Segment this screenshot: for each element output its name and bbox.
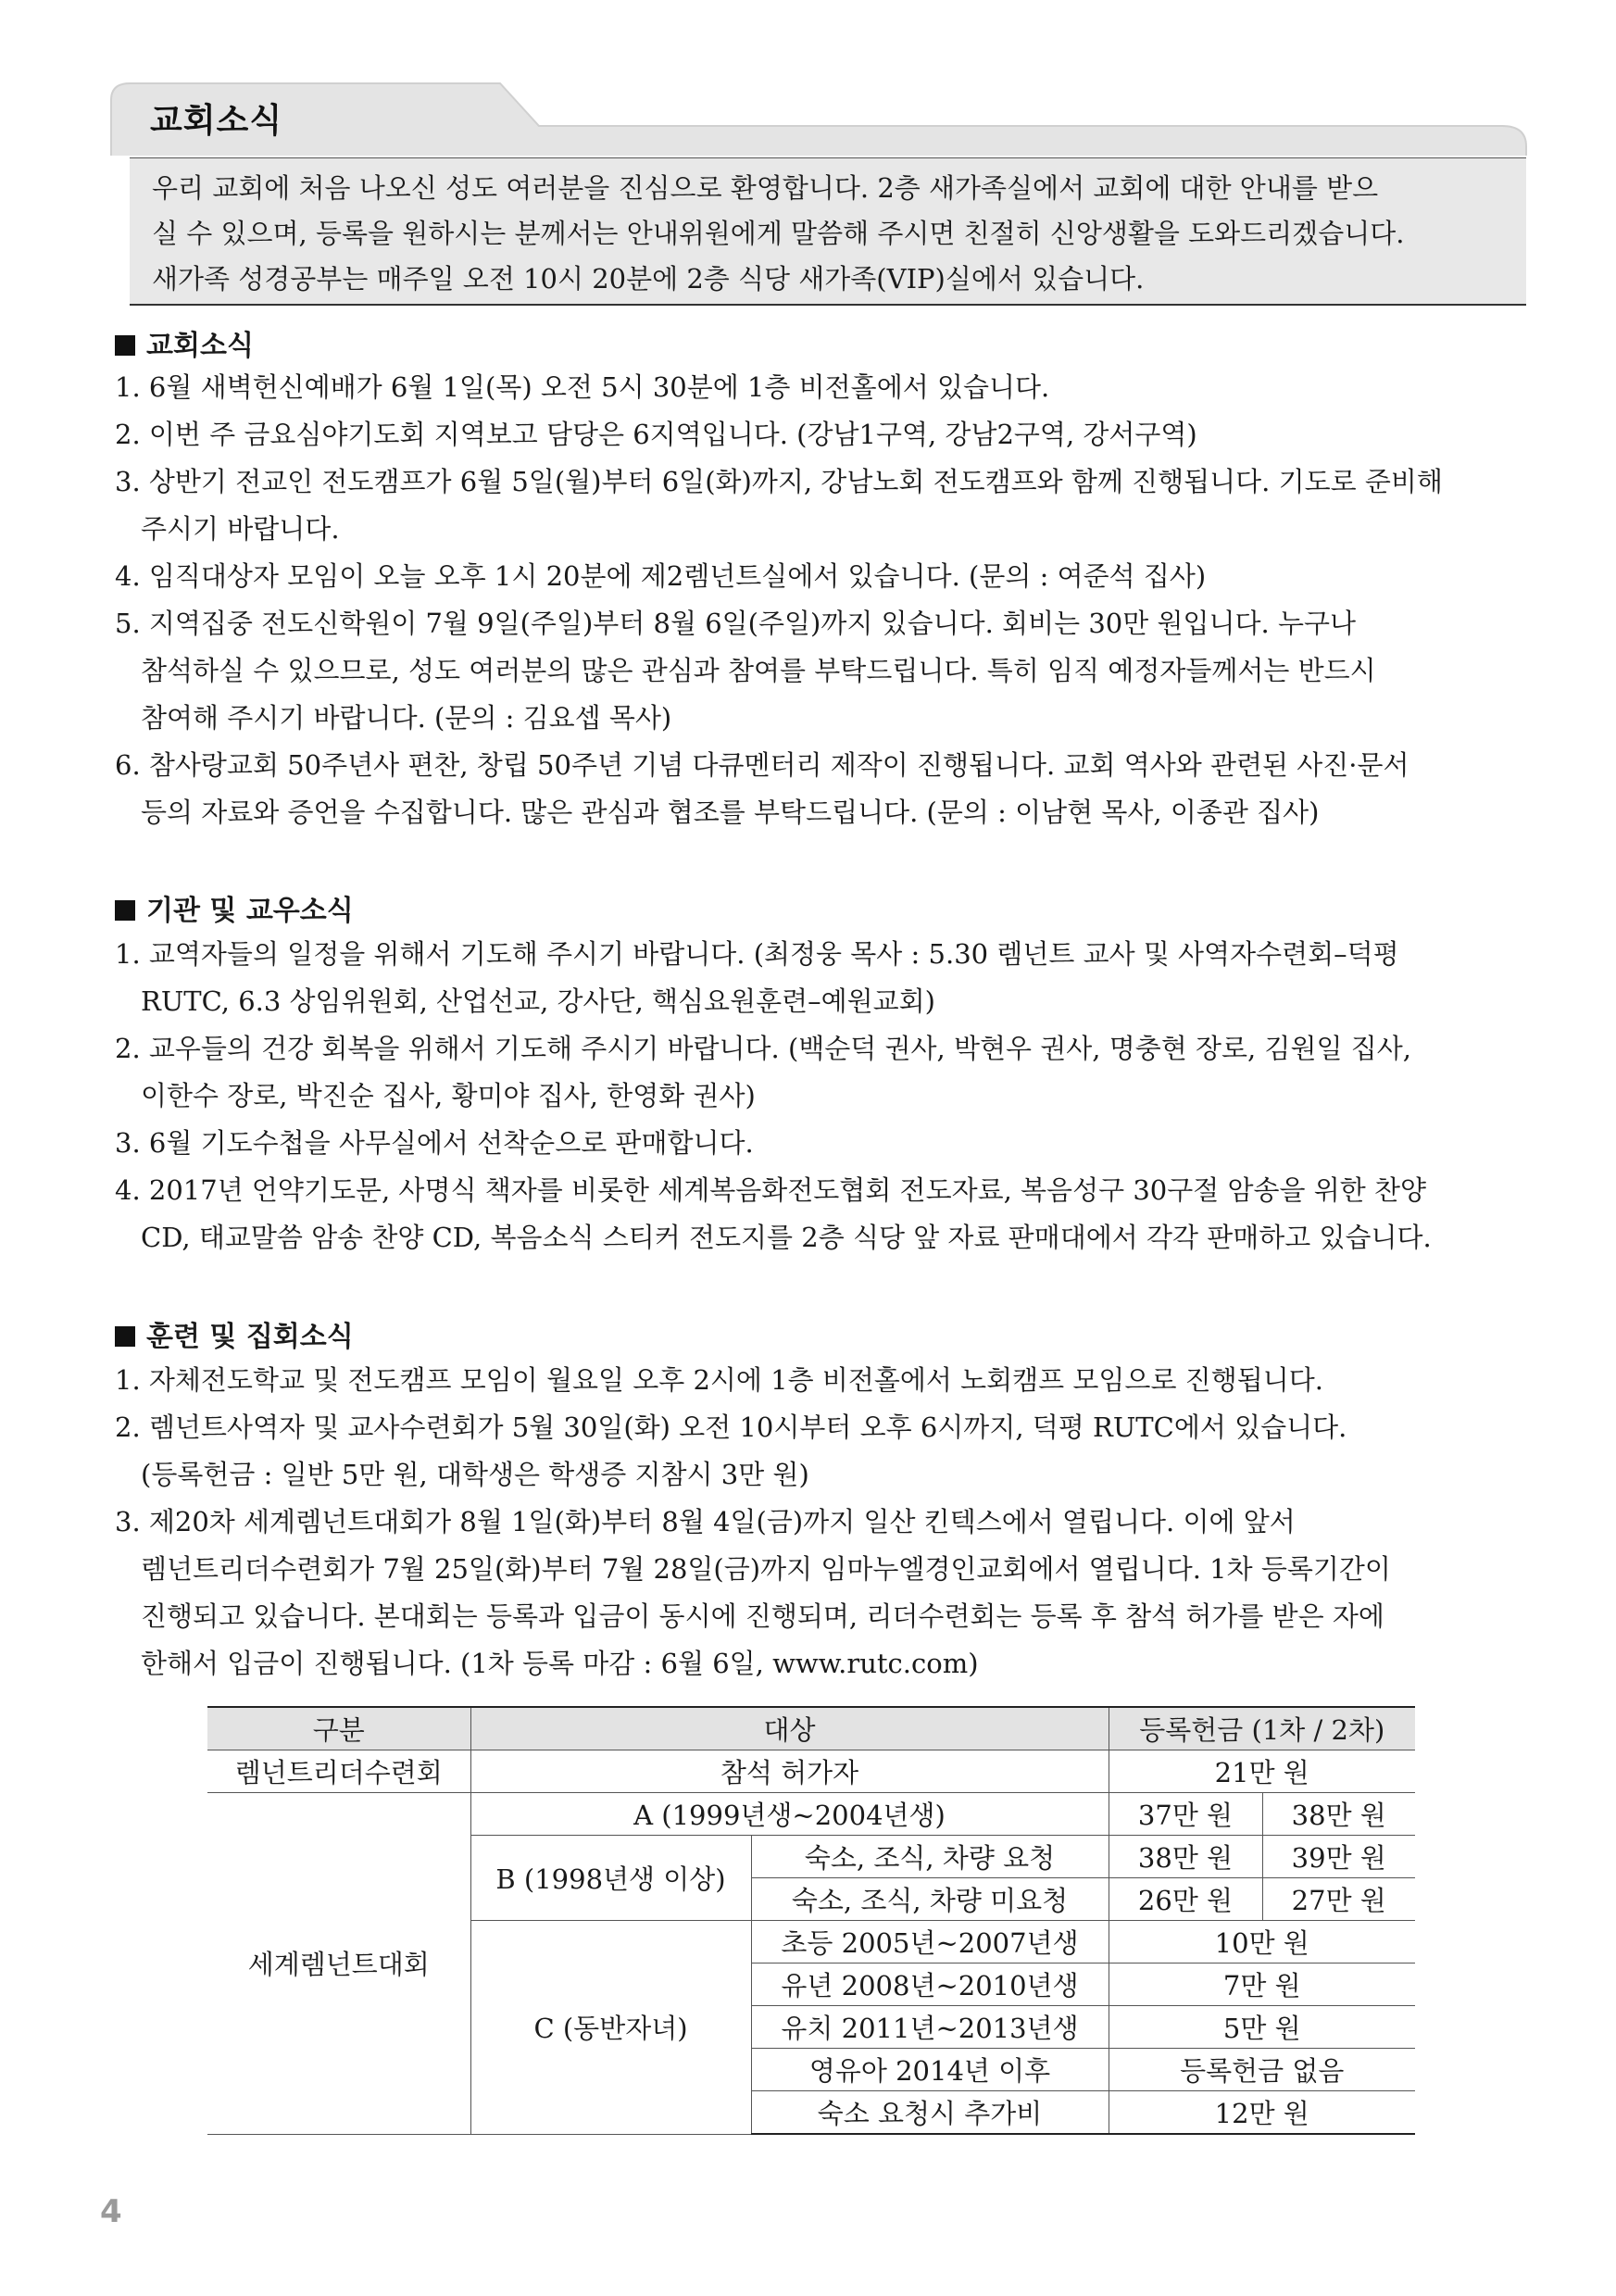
list-item-cont: RUTC, 6.3 상임위원회, 산업선교, 강사단, 핵심요원훈련–예원교회) (141, 985, 935, 1017)
target-cell: A (1999년생~2004년생) (470, 1793, 1109, 1836)
list-item-cont: CD, 태교말씀 암송 찬양 CD, 복음소식 스티커 전도지를 2층 식당 앞 자료 판매대에서 각각 판매하고 있습니다. (141, 1222, 1432, 1253)
list-item-cont: 이한수 장로, 박진순 집사, 황미야 집사, 한영화 권사) (141, 1080, 756, 1111)
header-bar (104, 82, 1530, 156)
list-item-cont: 참여해 주시기 바랍니다. (문의 : 김요셉 목사) (141, 702, 672, 734)
target-cell: 영유아 2014년 이후 (751, 2049, 1109, 2091)
list-item: 2. 교우들의 건강 회복을 위해서 기도해 주시기 바랍니다. (백순덕 권사, 박현우 권사, 명충현 장로, 김원일 집사, (115, 1033, 1411, 1064)
fee-cell-2nd: 39만 원 (1262, 1836, 1415, 1878)
welcome-box (130, 157, 1526, 306)
list-item-cont: 한해서 입금이 진행됩니다. (1차 등록 마감 : 6월 6일, www.rutc.com) (141, 1648, 979, 1679)
list-item: 2. 이번 주 금요심야기도회 지역보고 담당은 6지역입니다. (강남1구역, 강남2구역, 강서구역) (115, 419, 1197, 450)
target-cell: 참석 허가자 (470, 1750, 1109, 1793)
fee-cell: 7만 원 (1109, 1964, 1415, 2006)
page-title: 교회소식 (150, 102, 283, 140)
square-bullet-icon (115, 1326, 135, 1347)
fee-cell-2nd: 38만 원 (1262, 1793, 1415, 1836)
list-item-cont: 진행되고 있습니다. 본대회는 등록과 입금이 동시에 진행되며, 리더수련회는 등록 후 참석 허가를 받은 자에 (141, 1600, 1384, 1632)
list-item-cont: (등록헌금 : 일반 5만 원, 대학생은 학생증 지참시 3만 원) (141, 1459, 809, 1490)
header-fee: 등록헌금 (1차 / 2차) (1109, 1707, 1415, 1750)
fee-cell-1st: 37만 원 (1109, 1793, 1262, 1836)
category-cell: 세계렘넌트대회 (207, 1793, 470, 2135)
fee-cell: 12만 원 (1109, 2091, 1415, 2135)
table-header-row (207, 1707, 1415, 1750)
table-row (207, 1793, 1415, 1836)
section-title-training-news: 훈련 및 집회소식 (115, 1313, 354, 1354)
square-bullet-icon (115, 335, 135, 356)
fee-cell-1st: 38만 원 (1109, 1836, 1262, 1878)
target-cell: 숙소, 조식, 차량 요청 (751, 1836, 1109, 1878)
category-cell: 렘넌트리더수련회 (207, 1750, 470, 1793)
list-item: 4. 2017년 언약기도문, 사명식 책자를 비롯한 세계복음화전도협회 전도자료, 복음성구 30구절 암송을 위한 찬양 (115, 1174, 1427, 1206)
list-item: 2. 렘넌트사역자 및 교사수련회가 5월 30일(화) 오전 10시부터 오후 6시까지, 덕평 RUTC에서 있습니다. (115, 1411, 1347, 1443)
section-title-church-news: 교회소식 (115, 322, 254, 363)
registration-fee-table (207, 1706, 1415, 2135)
list-item: 3. 6월 기도수첩을 사무실에서 선착순으로 판매합니다. (115, 1127, 754, 1159)
list-item: 6. 참사랑교회 50주년사 편찬, 창립 50주년 기념 다큐멘터리 제작이 진행됩니다. 교회 역사와 관련된 사진·문서 (115, 749, 1409, 781)
list-item-cont: 등의 자료와 증언을 수집합니다. 많은 관심과 협조를 부탁드립니다. (문의 : 이남현 목사, 이종관 집사) (141, 797, 1320, 828)
header-target: 대상 (470, 1707, 1109, 1750)
target-cell: 초등 2005년~2007년생 (751, 1921, 1109, 1964)
fee-cell-1st: 26만 원 (1109, 1878, 1262, 1921)
list-item: 3. 제20차 세계렘넌트대회가 8월 1일(화)부터 8월 4일(금)까지 일산 킨텍스에서 열립니다. 이에 앞서 (115, 1506, 1296, 1537)
list-item: 1. 6월 새벽헌신예배가 6월 1일(목) 오전 5시 30분에 1층 비전홀에서 있습니다. (115, 371, 1050, 403)
list-item: 1. 자체전도학교 및 전도캠프 모임이 월요일 오후 2시에 1층 비전홀에서 노회캠프 모임으로 진행됩니다. (115, 1364, 1323, 1396)
square-bullet-icon (115, 900, 135, 921)
fee-cell: 10만 원 (1109, 1921, 1415, 1964)
section-title-org-news: 기관 및 교우소식 (115, 887, 354, 928)
target-cell: 유년 2008년~2010년생 (751, 1964, 1109, 2006)
fee-cell: 21만 원 (1109, 1750, 1415, 1793)
table-row (207, 1750, 1415, 1793)
group-cell: C (동반자녀) (470, 1921, 751, 2135)
welcome-line: 실 수 있으며, 등록을 원하시는 분께서는 안내위원에게 말씀해 주시면 친절히 신앙생활을 도와드리겠습니다. (152, 218, 1405, 249)
list-item-cont: 주시기 바랍니다. (141, 513, 340, 545)
list-item: 1. 교역자들의 일정을 위해서 기도해 주시기 바랍니다. (최정웅 목사 : 5.30 렘넌트 교사 및 사역자수련회–덕평 (115, 938, 1399, 970)
target-cell: 유치 2011년~2013년생 (751, 2006, 1109, 2049)
header-tab-shape (104, 82, 1530, 156)
list-item-cont: 렘넌트리더수련회가 7월 25일(화)부터 7월 28일(금)까지 임마누엘경인교회에서 열립니다. 1차 등록기간이 (141, 1553, 1391, 1585)
page-number: 4 (100, 2193, 122, 2230)
list-item: 5. 지역집중 전도신학원이 7월 9일(주일)부터 8월 6일(주일)까지 있습니다. 회비는 30만 원입니다. 누구나 (115, 608, 1356, 639)
fee-cell-2nd: 27만 원 (1262, 1878, 1415, 1921)
target-cell: 숙소 요청시 추가비 (751, 2091, 1109, 2135)
fee-cell: 5만 원 (1109, 2006, 1415, 2049)
welcome-line: 새가족 성경공부는 매주일 오전 10시 20분에 2층 식당 새가족(VIP)실에서 있습니다. (152, 263, 1145, 295)
list-item-cont: 참석하실 수 있으므로, 성도 여러분의 많은 관심과 참여를 부탁드립니다. 특히 임직 예정자들께서는 반드시 (141, 655, 1376, 686)
header-category: 구분 (207, 1707, 470, 1750)
list-item: 4. 임직대상자 모임이 오늘 오후 1시 20분에 제2렘넌트실에서 있습니다. (문의 : 여준석 집사) (115, 560, 1207, 592)
target-cell: 숙소, 조식, 차량 미요청 (751, 1878, 1109, 1921)
list-item: 3. 상반기 전교인 전도캠프가 6월 5일(월)부터 6일(화)까지, 강남노회 전도캠프와 함께 진행됩니다. 기도로 준비해 (115, 466, 1443, 497)
welcome-line: 우리 교회에 처음 나오신 성도 여러분을 진심으로 환영합니다. 2층 새가족실에서 교회에 대한 안내를 받으 (152, 172, 1379, 204)
group-cell: B (1998년생 이상) (470, 1836, 751, 1921)
fee-cell: 등록헌금 없음 (1109, 2049, 1415, 2091)
